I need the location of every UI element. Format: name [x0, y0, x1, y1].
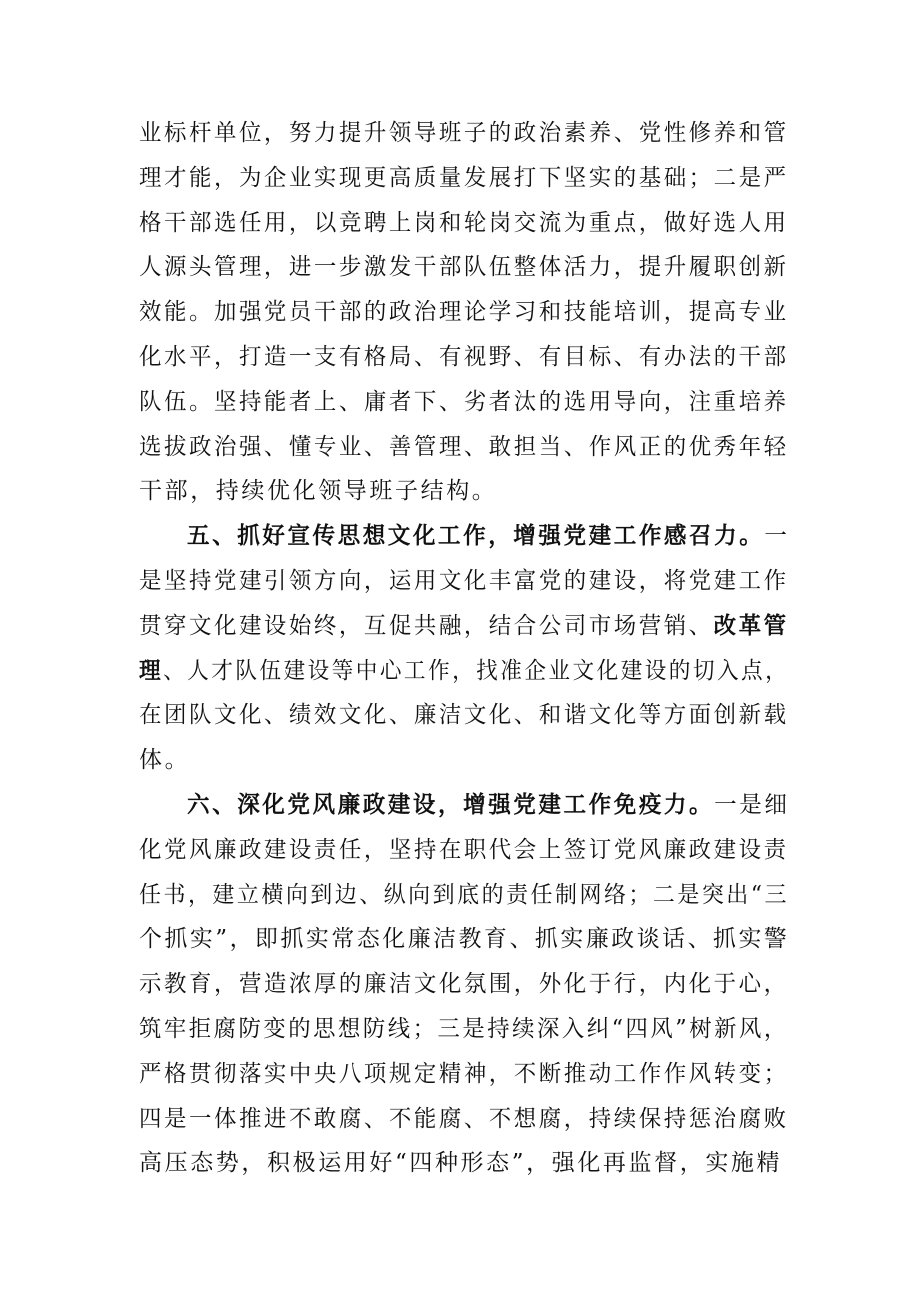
text-line [139, 1148, 782, 1178]
text-line [139, 880, 789, 910]
text-segment: 化党风廉政建设责任，坚持在职代会上签订党风廉政建设责 [139, 836, 789, 863]
text-segment: 严格贯彻落实中央八项规定精神，不断推动工作作风转变； [139, 1060, 789, 1087]
bold-text-segment: 六、深化党风廉政建设，增强党建工作免疫力。 [187, 791, 715, 818]
text-segment: 理才能，为企业实现更高质量发展打下坚实的基础；二是严 [139, 164, 789, 191]
text-line [139, 700, 789, 730]
text-segment: 四是一体推进不敢腐、不能腐、不想腐，持续保持惩治腐败 [139, 1105, 789, 1132]
text-line [139, 208, 789, 238]
text-segment: 示教育，营造浓厚的廉洁文化氛围，外化于行，内化于心， [139, 971, 789, 998]
text-line [139, 924, 789, 954]
text-line [187, 790, 789, 820]
text-segment: 高压态势，积极运用好“四种形态”，强化再监督，实施精 [139, 1150, 783, 1177]
bold-text-segment: 五、抓好宣传思想文化工作，增强党建工作感召力。 [187, 522, 765, 550]
text-line [139, 1104, 789, 1134]
text-line [139, 342, 789, 372]
text-line [139, 432, 789, 462]
text-segment: 化水平，打造一支有格局、有视野、有目标、有办法的干部 [139, 344, 789, 370]
text-line [139, 252, 789, 282]
text-segment: 一是细 [714, 792, 790, 818]
text-line [139, 118, 789, 148]
text-line [139, 1014, 789, 1044]
text-segment: 贯穿文化建设始终，互促共融，结合公司市场营销、 [139, 612, 714, 639]
text-segment: 队伍。坚持能者上、庸者下、劣者汰的选用导向，注重培养 [139, 388, 789, 415]
text-segment: 干部，持续优化领导班子结构。 [139, 478, 498, 505]
text-segment: 、人才队伍建设等中心工作，找准企业文化建设的切入点， [163, 657, 790, 684]
text-segment: 人源头管理，进一步激发干部队伍整体活力，提升履职创新 [139, 254, 789, 281]
text-line [139, 163, 789, 193]
text-line [139, 297, 789, 327]
text-line [139, 566, 789, 596]
text-segment: 筑牢拒腐防变的思想防线；三是持续深入纠“四风”树新风， [139, 1016, 789, 1042]
text-segment: 业标杆单位，努力提升领导班子的政治素养、党性修养和管 [139, 120, 789, 146]
bold-text-segment: 理 [139, 656, 164, 684]
text-line [139, 656, 789, 686]
text-line [139, 387, 789, 417]
text-line [139, 745, 190, 775]
text-line [187, 521, 789, 551]
text-line [139, 835, 789, 865]
text-segment: 选拔政治强、懂专业、善管理、敢担当、作风正的优秀年轻 [139, 433, 789, 460]
text-segment: 在团队文化、绩效文化、廉洁文化、和谐文化等方面创新载 [139, 702, 789, 729]
text-segment: 个抓实”，即抓实常态化廉洁教育、抓实廉政谈话、抓实警 [139, 926, 790, 953]
text-line [139, 1059, 789, 1089]
text-segment: 是坚持党建引领方向，运用文化丰富党的建设，将党建工作 [139, 568, 789, 594]
text-line [139, 611, 789, 641]
text-segment: 任书，建立横向到边、纵向到底的责任制网络；二是突出“三 [139, 881, 789, 908]
text-segment: 效能。加强党员干部的政治理论学习和技能培训，提高专业 [139, 299, 789, 326]
text-line [139, 969, 789, 999]
text-line [139, 476, 497, 506]
text-segment: 体。 [139, 747, 191, 774]
text-segment: 一 [764, 523, 790, 550]
text-segment: 格干部选任用，以竞聘上岗和轮岗交流为重点，做好选人用 [139, 209, 789, 236]
bold-text-segment: 改革管 [713, 611, 789, 639]
